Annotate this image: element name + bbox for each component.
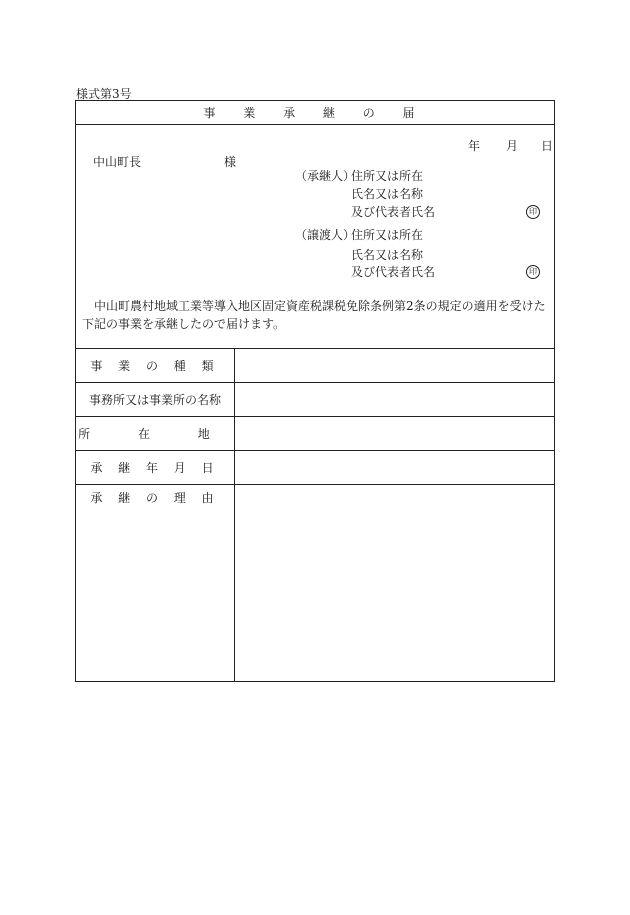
transferor-seal-icon: 印: [526, 265, 540, 279]
business-type-label: 事 業 の 種 類: [76, 349, 235, 382]
business-type-field[interactable]: [235, 349, 554, 382]
succession-reason-label: 承 継 の 理 由: [76, 485, 235, 681]
date-year-label: 年: [468, 139, 481, 153]
date-month-label: 月: [506, 139, 519, 153]
succession-date-field[interactable]: [235, 451, 554, 484]
succession-date-label: 承 継 年 月 日: [76, 451, 235, 484]
row-location: [76, 417, 554, 451]
transferor-rep-label: 及び代表者氏名: [351, 265, 436, 279]
successor-address-label: 住所又は所在: [351, 169, 424, 183]
transferor-role: （譲渡人）: [295, 228, 356, 242]
location-field[interactable]: [235, 417, 554, 450]
successor-seal-icon: 印: [526, 205, 540, 219]
form-title: 事 業 承 継 の 届: [76, 101, 554, 125]
transferor-address-label: 住所又は所在: [351, 228, 424, 242]
successor-rep-label: 及び代表者氏名: [351, 205, 436, 219]
notification-form: [75, 100, 555, 682]
form-number: 様式第3号: [76, 87, 132, 101]
successor-name-label: 氏名又は名称: [351, 187, 424, 201]
addressee-name: 中山町長: [93, 155, 142, 169]
row-business-type: [76, 349, 554, 383]
addressee-honorific: 様: [224, 155, 237, 169]
date-day-label: 日: [541, 139, 554, 153]
office-name-field[interactable]: [235, 383, 554, 416]
row-office-name: [76, 383, 554, 417]
succession-reason-field[interactable]: [235, 485, 554, 681]
body-text: [82, 297, 548, 333]
details-table: [76, 348, 554, 681]
successor-role: （承継人）: [295, 169, 356, 183]
transferor-name-label: 氏名又は名称: [351, 248, 424, 262]
row-succession-reason: [76, 485, 554, 681]
location-label: 所 在 地: [76, 417, 235, 450]
row-succession-date: [76, 451, 554, 485]
body-paragraph: 中山町農村地域工業等導入地区固定資産税課税免除条例第2条の規定の適用を受けた下記の事業を承継したので届けます。: [82, 299, 546, 331]
office-name-label: 事務所又は事業所の名称: [76, 383, 235, 416]
